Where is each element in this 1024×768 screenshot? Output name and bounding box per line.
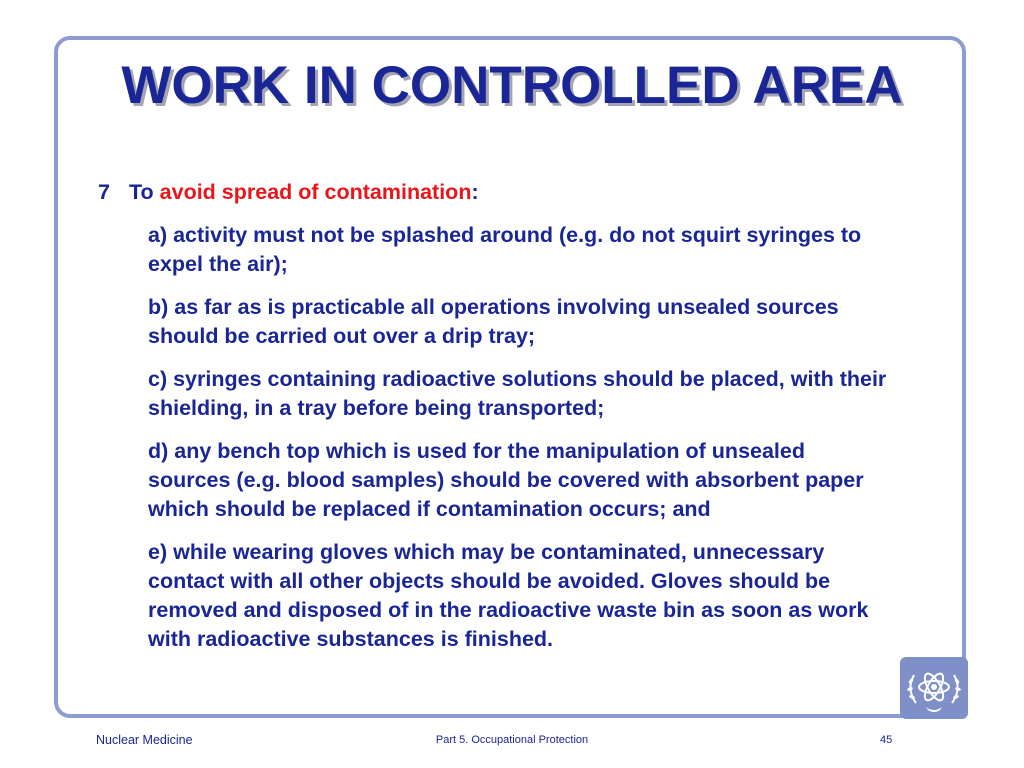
slide-title: WORK IN CONTROLLED AREA [121, 56, 903, 115]
sub-item-e: e) while wearing gloves which may be contaminated, unnecessary contact with all other objects should be avoided. Gloves should be removed and disposed of in the radioactive waste bin as soon as work with radioactive substances is finished. [148, 540, 869, 651]
sub-item-b: b) as far as is practicable all operations involving unsealed sources should be carried out over a drip tray; [148, 295, 839, 348]
point-highlight: avoid spread of contamination [159, 180, 472, 204]
slide-body [98, 178, 898, 668]
sub-item-a: a) activity must not be splashed around (e.g. do not squirt syringes to expel the air); [148, 223, 862, 276]
atom-laurel-emblem-icon [900, 657, 968, 719]
point-7 [98, 178, 898, 207]
point-number: 7 [98, 180, 110, 204]
point-suffix: : [471, 180, 479, 204]
sub-item-d: d) any bench top which is used for the manipulation of unsealed sources (e.g. blood samples) should be covered with absorbent paper which should be replaced if contamination occurs; and [148, 439, 864, 521]
point-intro: To [129, 180, 160, 204]
sub-item-c: c) syringes containing radioactive solutions should be placed, with their shielding, in a tray before being transported; [148, 367, 887, 420]
footer-course: Nuclear Medicine [96, 733, 193, 747]
footer-part: Part 5. Occupational Protection [435, 734, 589, 746]
footer-page-number: 45 [880, 734, 893, 746]
